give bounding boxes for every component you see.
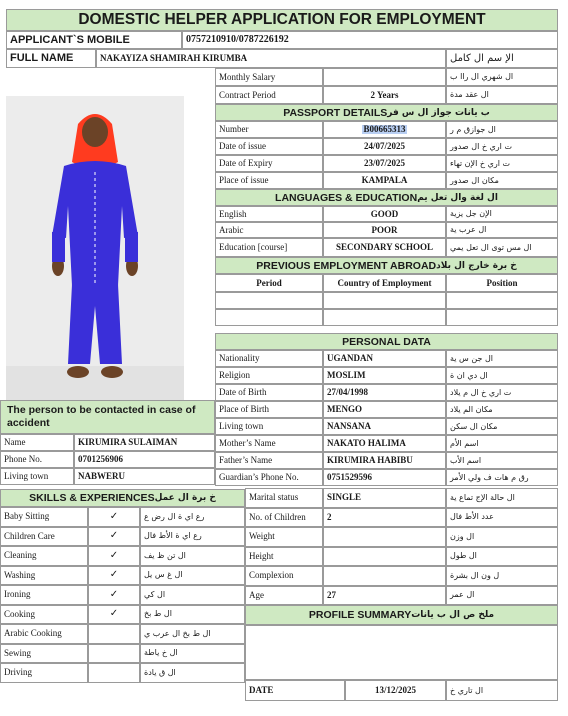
passport-place-value: KAMPALA	[323, 172, 446, 189]
contact-label: Name	[0, 434, 74, 451]
physical-value	[323, 566, 446, 586]
languages-header: LANGUAGES & EDUCATION ال لغة وال تعل يم	[215, 189, 558, 206]
personal-label: Date of Birth	[215, 384, 323, 401]
personal-label: Guardian’s Phone No.	[215, 469, 323, 486]
contract-period-label: Contract Period	[215, 86, 323, 104]
monthly-salary-arabic: ال شهري ال راا ب	[446, 68, 558, 86]
personal-value: UGANDAN	[323, 350, 446, 367]
prev-col-country: Country of Employment	[323, 274, 446, 292]
physical-label: Height	[245, 547, 323, 567]
prev-col-position: Position	[446, 274, 558, 292]
skill-checkmark: ✓	[88, 566, 140, 586]
arabic-value: POOR	[323, 222, 446, 238]
passport-issue-date-value: 24/07/2025	[323, 138, 446, 155]
skill-label: Driving	[0, 663, 88, 683]
mobile-label: APPLICANT`S MOBILE	[6, 31, 182, 49]
prev-col-period: Period	[215, 274, 323, 292]
personal-data-header: PERSONAL DATA	[215, 333, 558, 350]
skill-checkmark	[88, 644, 140, 664]
physical-arabic: ل ون ال بشرة	[446, 566, 558, 586]
skill-arabic: ال خ ياطة	[140, 644, 245, 664]
english-value: GOOD	[323, 206, 446, 222]
education-label: Education [course]	[215, 238, 323, 257]
contact-label: Living town	[0, 468, 74, 485]
profile-summary-header: PROFILE SUMMARY ملخ ص ال ب يانات	[245, 605, 558, 625]
physical-label: Marital status	[245, 488, 323, 508]
passport-issue-date-label: Date of issue	[215, 138, 323, 155]
prev-row-2-position	[446, 309, 558, 326]
full-name-label: FULL NAME	[6, 49, 96, 68]
personal-arabic: اسم الأب	[446, 452, 558, 469]
personal-arabic: اسم الأم	[446, 435, 558, 452]
physical-arabic: عدد الأط فال	[446, 508, 558, 528]
skill-label: Arabic Cooking	[0, 624, 88, 644]
prev-row-1-country	[323, 292, 446, 309]
personal-label: Place of Birth	[215, 401, 323, 418]
physical-arabic: ال حالة الإج تماع ية	[446, 488, 558, 508]
passport-number-value: B00665313	[323, 121, 446, 138]
date-label: DATE	[245, 680, 345, 701]
skill-label: Cooking	[0, 605, 88, 625]
date-value: 13/12/2025	[345, 680, 446, 701]
personal-arabic: ت اري خ ال م يلاد	[446, 384, 558, 401]
personal-value: 0751529596	[323, 469, 446, 486]
personal-arabic: ال جن س ية	[446, 350, 558, 367]
english-arabic: الإن جل يزية	[446, 206, 558, 222]
contact-value: 0701256906	[74, 451, 215, 468]
skill-label: Baby Sitting	[0, 507, 88, 527]
skill-arabic: ال غ س يل	[140, 566, 245, 586]
passport-number-arabic: ال جوازق م ر	[446, 121, 558, 138]
skill-arabic: ال ق يادة	[140, 663, 245, 683]
education-arabic: ال مس توى ال تعل يمي	[446, 238, 558, 257]
skill-checkmark: ✓	[88, 605, 140, 625]
personal-arabic: ال دي ان ة	[446, 367, 558, 384]
skill-checkmark	[88, 624, 140, 644]
english-label: English	[215, 206, 323, 222]
physical-value: 2	[323, 508, 446, 528]
passport-expiry-arabic: ت اري خ الإن تهاء	[446, 155, 558, 172]
arabic-label: Arabic	[215, 222, 323, 238]
personal-label: Living town	[215, 418, 323, 435]
skill-label: Washing	[0, 566, 88, 586]
mobile-value: 0757210910/0787226192	[182, 31, 558, 49]
skill-checkmark: ✓	[88, 585, 140, 605]
passport-expiry-value: 23/07/2025	[323, 155, 446, 172]
personal-value: MOSLIM	[323, 367, 446, 384]
arabic-arabic: ال عرب ية	[446, 222, 558, 238]
skill-checkmark: ✓	[88, 546, 140, 566]
full-name-value: NAKAYIZA SHAMIRAH KIRUMBA	[96, 49, 446, 68]
contract-period-arabic: ال عقد مدة	[446, 86, 558, 104]
prev-row-2-country	[323, 309, 446, 326]
skill-checkmark: ✓	[88, 527, 140, 547]
profile-summary-body	[245, 625, 558, 680]
full-name-arabic: الإ سم ال كامل	[446, 49, 558, 68]
skill-arabic: رع اي ة ال رض ع	[140, 507, 245, 527]
personal-label: Religion	[215, 367, 323, 384]
physical-value	[323, 547, 446, 567]
passport-issue-date-arabic: ت اري خ ال صدور	[446, 138, 558, 155]
personal-value: NANSANA	[323, 418, 446, 435]
applicant-photo	[6, 96, 184, 400]
previous-employment-header: PREVIOUS EMPLOYMENT ABROAD خ برة خارج ال بلاد	[215, 257, 558, 274]
skill-checkmark: ✓	[88, 507, 140, 527]
personal-value: KIRUMIRA HABIBU	[323, 452, 446, 469]
page-title: DOMESTIC HELPER APPLICATION FOR EMPLOYMENT	[6, 9, 558, 31]
contact-value: KIRUMIRA SULAIMAN	[74, 434, 215, 451]
contact-label: Phone No.	[0, 451, 74, 468]
prev-row-2	[215, 309, 323, 326]
personal-value: 27/04/1998	[323, 384, 446, 401]
personal-label: Mother’s Name	[215, 435, 323, 452]
passport-place-arabic: مكان ال صدور	[446, 172, 558, 189]
physical-label: Weight	[245, 527, 323, 547]
skill-checkmark	[88, 663, 140, 683]
physical-label: Age	[245, 586, 323, 606]
personal-label: Father’s Name	[215, 452, 323, 469]
skill-arabic: ال تن ظ يف	[140, 546, 245, 566]
physical-value: 27	[323, 586, 446, 606]
physical-arabic: ال عمر	[446, 586, 558, 606]
skill-label: Ironing	[0, 585, 88, 605]
monthly-salary-label: Monthly Salary	[215, 68, 323, 86]
prev-row-1	[215, 292, 323, 309]
contact-value: NABWERU	[74, 468, 215, 485]
skills-header: SKILLS & EXPERIENCES خ برة ال عمل	[0, 489, 245, 507]
skill-label: Children Care	[0, 527, 88, 547]
physical-value: SINGLE	[323, 488, 446, 508]
date-arabic: ال تاري خ	[446, 680, 558, 701]
physical-arabic: ال وزن	[446, 527, 558, 547]
physical-arabic: ال طول	[446, 547, 558, 567]
skill-arabic: ال ط بخ ال عرب ي	[140, 624, 245, 644]
personal-arabic: مكان الم يلاد	[446, 401, 558, 418]
prev-row-1-position	[446, 292, 558, 309]
passport-expiry-label: Date of Expiry	[215, 155, 323, 172]
passport-place-label: Place of issue	[215, 172, 323, 189]
contact-header: The person to be contacted in case of accident	[0, 400, 215, 434]
physical-value	[323, 527, 446, 547]
skill-label: Sewing	[0, 644, 88, 664]
physical-label: No. of Children	[245, 508, 323, 528]
skill-arabic: ال كي	[140, 585, 245, 605]
skill-arabic: رع اي ة الأط فال	[140, 527, 245, 547]
contract-period-value: 2 Years	[323, 86, 446, 104]
personal-value: MENGO	[323, 401, 446, 418]
personal-label: Nationality	[215, 350, 323, 367]
physical-label: Complexion	[245, 566, 323, 586]
personal-arabic: مكان ال سكن	[446, 418, 558, 435]
skill-arabic: ال ط بخ	[140, 605, 245, 625]
education-value: SECONDARY SCHOOL	[323, 238, 446, 257]
personal-value: NAKATO HALIMA	[323, 435, 446, 452]
skill-label: Cleaning	[0, 546, 88, 566]
personal-arabic: رق م هات ف ولي الأمر	[446, 469, 558, 486]
passport-number-label: Number	[215, 121, 323, 138]
passport-header: PASSPORT DETAILS ب يانات جواز ال س فر	[215, 104, 558, 121]
monthly-salary-value	[323, 68, 446, 86]
